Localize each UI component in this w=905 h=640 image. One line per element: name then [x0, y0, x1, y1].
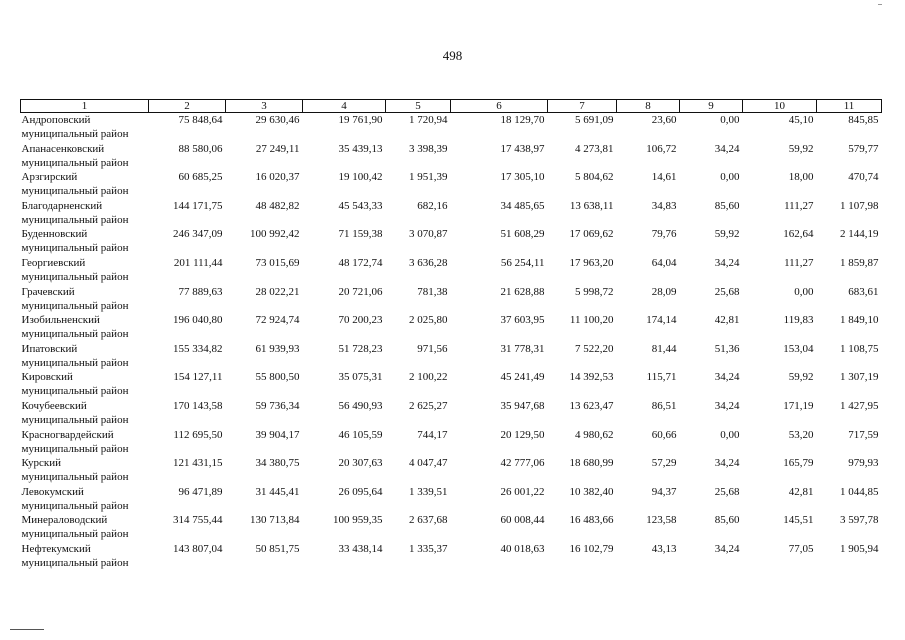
- district-type: муниципальный район: [21, 242, 129, 255]
- district-name-cell: [21, 113, 149, 142]
- value-cell: 1 107,98: [840, 199, 879, 212]
- value-cell: 34,24: [714, 142, 740, 155]
- value-cell: 33 438,14: [338, 542, 383, 555]
- value-cell: 3 070,87: [409, 228, 448, 241]
- value-cell: 34 380,75: [255, 457, 300, 470]
- value-cell: 314 755,44: [173, 514, 223, 527]
- value-cell: 25,68: [714, 485, 740, 498]
- value-cell: 42 777,06: [500, 457, 545, 470]
- value-cell: 143 807,04: [173, 542, 223, 555]
- table-row: [21, 456, 882, 485]
- district-name: Курский: [21, 457, 62, 470]
- value-cell: 2 025,80: [409, 314, 448, 327]
- district-type: муниципальный район: [21, 528, 129, 541]
- scan-mark: [878, 4, 882, 5]
- value-cell: 59,92: [788, 371, 814, 384]
- column-header: 4: [303, 100, 386, 113]
- value-cell: 46 105,59: [338, 428, 383, 441]
- value-cell: 18 129,70: [500, 114, 545, 126]
- value-cell: 18,00: [788, 171, 814, 184]
- value-cell: 162,64: [783, 228, 814, 241]
- value-cell: 16 020,37: [255, 171, 300, 184]
- value-cell: 717,59: [848, 428, 879, 441]
- district-name-cell: [21, 428, 149, 457]
- value-cell: 3 597,78: [840, 514, 879, 527]
- value-cell: 2 144,19: [840, 228, 879, 241]
- table-row: [21, 113, 882, 142]
- column-header: 6: [451, 100, 548, 113]
- value-cell: 35 075,31: [338, 371, 383, 384]
- column-header: 9: [680, 100, 743, 113]
- value-cell: 45 543,33: [338, 199, 383, 212]
- value-cell: 21 628,88: [500, 285, 545, 298]
- column-header: 10: [743, 100, 817, 113]
- value-cell: 55 800,50: [255, 371, 300, 384]
- value-cell: 48 482,82: [255, 199, 300, 212]
- value-cell: 11 100,20: [569, 314, 614, 327]
- value-cell: 171,19: [783, 399, 814, 412]
- value-cell: 123,58: [646, 514, 677, 527]
- value-cell: 14,61: [651, 171, 677, 184]
- value-cell: 2 637,68: [409, 514, 448, 527]
- value-cell: 5 998,72: [575, 285, 614, 298]
- value-cell: 19 761,90: [338, 114, 383, 126]
- district-name-cell: [21, 342, 149, 371]
- value-cell: 35 947,68: [500, 399, 545, 412]
- table-row: [21, 285, 882, 314]
- district-type: муниципальный район: [21, 328, 129, 341]
- district-name-cell: [21, 399, 149, 428]
- value-cell: 5 804,62: [575, 171, 614, 184]
- value-cell: 17 963,20: [569, 256, 614, 269]
- table-row: [21, 313, 882, 342]
- district-name-cell: [21, 370, 149, 399]
- value-cell: 53,20: [788, 428, 814, 441]
- district-name-cell: [21, 456, 149, 485]
- table-row: [21, 542, 882, 571]
- district-name: Кировский: [21, 371, 73, 384]
- value-cell: 1 339,51: [409, 485, 448, 498]
- district-name: Ипатовский: [21, 342, 78, 355]
- value-cell: 579,77: [848, 142, 879, 155]
- district-name-cell: [21, 199, 149, 228]
- column-header: 1: [21, 100, 149, 113]
- district-name: Нефтекумский: [21, 542, 91, 555]
- value-cell: 121 431,15: [173, 457, 223, 470]
- district-name: Изобильненский: [21, 314, 100, 327]
- value-cell: 34,24: [714, 399, 740, 412]
- district-name: Андроповский: [21, 114, 91, 126]
- value-cell: 13 638,11: [569, 199, 614, 212]
- value-cell: 17 069,62: [569, 228, 614, 241]
- district-type: муниципальный район: [21, 128, 129, 140]
- value-cell: 37 603,95: [500, 314, 545, 327]
- value-cell: 196 040,80: [173, 314, 223, 327]
- value-cell: 31 445,41: [255, 485, 300, 498]
- value-cell: 155 334,82: [173, 342, 223, 355]
- value-cell: 0,00: [720, 171, 740, 184]
- district-type: муниципальный район: [21, 213, 129, 226]
- value-cell: 59,92: [714, 228, 740, 241]
- district-type: муниципальный район: [21, 356, 129, 369]
- district-name: Буденновский: [21, 228, 88, 241]
- district-name: Арзгирский: [21, 171, 78, 184]
- district-type: муниципальный район: [21, 413, 129, 426]
- value-cell: 470,74: [848, 171, 879, 184]
- value-cell: 72 924,74: [255, 314, 300, 327]
- district-name-cell: [21, 313, 149, 342]
- value-cell: 0,00: [720, 114, 740, 126]
- value-cell: 1 951,39: [409, 171, 448, 184]
- value-cell: 154 127,11: [173, 371, 223, 384]
- district-name-cell: [21, 227, 149, 256]
- column-header: 8: [617, 100, 680, 113]
- value-cell: 34 485,65: [500, 199, 545, 212]
- value-cell: 2 100,22: [409, 371, 448, 384]
- value-cell: 246 347,09: [173, 228, 223, 241]
- district-type: муниципальный район: [21, 299, 129, 312]
- district-name: Красногвардейский: [21, 428, 114, 441]
- value-cell: 112 695,50: [173, 428, 223, 441]
- table-row: [21, 227, 882, 256]
- district-name: Грачевский: [21, 285, 75, 298]
- value-cell: 4 047,47: [409, 457, 448, 470]
- value-cell: 29 630,46: [255, 114, 300, 126]
- value-cell: 18 680,99: [569, 457, 614, 470]
- column-header: 5: [386, 100, 451, 113]
- value-cell: 201 111,44: [173, 256, 223, 269]
- value-cell: 64,04: [651, 256, 677, 269]
- value-cell: 20 721,06: [338, 285, 383, 298]
- value-cell: 94,37: [651, 485, 677, 498]
- value-cell: 17 438,97: [500, 142, 545, 155]
- value-cell: 85,60: [714, 199, 740, 212]
- value-cell: 979,93: [848, 457, 879, 470]
- table-row: [21, 170, 882, 199]
- district-type: муниципальный район: [21, 471, 129, 484]
- value-cell: 59,92: [788, 142, 814, 155]
- table-row: [21, 256, 882, 285]
- value-cell: 16 483,66: [569, 514, 614, 527]
- value-cell: 40 018,63: [500, 542, 545, 555]
- value-cell: 28 022,21: [255, 285, 300, 298]
- value-cell: 45,10: [788, 114, 814, 126]
- value-cell: 3 636,28: [409, 256, 448, 269]
- value-cell: 25,68: [714, 285, 740, 298]
- value-cell: 23,60: [651, 114, 677, 126]
- value-cell: 0,00: [794, 285, 814, 298]
- district-name: Кочубеевский: [21, 399, 87, 412]
- value-cell: 1 859,87: [840, 256, 879, 269]
- value-cell: 48 172,74: [338, 256, 383, 269]
- value-cell: 27 249,11: [255, 142, 300, 155]
- value-cell: 682,16: [417, 199, 448, 212]
- district-name-cell: [21, 542, 149, 571]
- value-cell: 13 623,47: [569, 399, 614, 412]
- table-row: [21, 370, 882, 399]
- value-cell: 86,51: [651, 399, 677, 412]
- data-table: [20, 99, 882, 571]
- value-cell: 43,13: [651, 542, 677, 555]
- value-cell: 75 848,64: [178, 114, 223, 126]
- value-cell: 70 200,23: [338, 314, 383, 327]
- value-cell: 119,83: [783, 314, 814, 327]
- value-cell: 42,81: [714, 314, 740, 327]
- value-cell: 781,38: [417, 285, 448, 298]
- district-name: Минераловодский: [21, 514, 108, 527]
- value-cell: 26 095,64: [338, 485, 383, 498]
- value-cell: 51 608,29: [500, 228, 545, 241]
- value-cell: 3 398,39: [409, 142, 448, 155]
- district-name-cell: [21, 142, 149, 171]
- value-cell: 56 254,11: [500, 256, 545, 269]
- district-type: муниципальный район: [21, 385, 129, 398]
- value-cell: 100 959,35: [333, 514, 383, 527]
- value-cell: 45 241,49: [500, 371, 545, 384]
- column-header: 3: [226, 100, 303, 113]
- value-cell: 165,79: [783, 457, 814, 470]
- value-cell: 971,56: [417, 342, 448, 355]
- value-cell: 1 108,75: [840, 342, 879, 355]
- value-cell: 39 904,17: [255, 428, 300, 441]
- value-cell: 1 307,19: [840, 371, 879, 384]
- value-cell: 1 849,10: [840, 314, 879, 327]
- header-row: [21, 100, 882, 113]
- value-cell: 174,14: [646, 314, 677, 327]
- value-cell: 20 129,50: [500, 428, 545, 441]
- value-cell: 31 778,31: [500, 342, 545, 355]
- value-cell: 16 102,79: [569, 542, 614, 555]
- value-cell: 111,27: [784, 256, 814, 269]
- district-name: Апанасенковский: [21, 142, 105, 155]
- column-header: 7: [548, 100, 617, 113]
- district-name: Благодарненский: [21, 199, 103, 212]
- value-cell: 7 522,20: [575, 342, 614, 355]
- value-cell: 71 159,38: [338, 228, 383, 241]
- value-cell: 115,71: [646, 371, 677, 384]
- column-header: 2: [149, 100, 226, 113]
- value-cell: 85,60: [714, 514, 740, 527]
- value-cell: 77 889,63: [178, 285, 223, 298]
- value-cell: 1 905,94: [840, 542, 879, 555]
- value-cell: 145,51: [783, 514, 814, 527]
- district-type: муниципальный район: [21, 185, 129, 198]
- value-cell: 1 427,95: [840, 399, 879, 412]
- table-row: [21, 513, 882, 542]
- table-row: [21, 485, 882, 514]
- value-cell: 56 490,93: [338, 399, 383, 412]
- district-name: Левокумский: [21, 485, 84, 498]
- value-cell: 59 736,34: [255, 399, 300, 412]
- table-row: [21, 399, 882, 428]
- value-cell: 111,27: [784, 199, 814, 212]
- district-name-cell: [21, 170, 149, 199]
- district-name-cell: [21, 513, 149, 542]
- value-cell: 73 015,69: [255, 256, 300, 269]
- value-cell: 1 335,37: [409, 542, 448, 555]
- value-cell: 0,00: [720, 428, 740, 441]
- value-cell: 845,85: [848, 114, 879, 126]
- value-cell: 50 851,75: [255, 542, 300, 555]
- value-cell: 20 307,63: [338, 457, 383, 470]
- value-cell: 153,04: [783, 342, 814, 355]
- value-cell: 42,81: [788, 485, 814, 498]
- value-cell: 34,24: [714, 542, 740, 555]
- table-row: [21, 428, 882, 457]
- value-cell: 17 305,10: [500, 171, 545, 184]
- value-cell: 1 044,85: [840, 485, 879, 498]
- value-cell: 100 992,42: [250, 228, 300, 241]
- value-cell: 34,24: [714, 457, 740, 470]
- value-cell: 144 171,75: [173, 199, 223, 212]
- value-cell: 2 625,27: [409, 399, 448, 412]
- value-cell: 96 471,89: [178, 485, 223, 498]
- value-cell: 19 100,42: [338, 171, 383, 184]
- district-type: муниципальный район: [21, 499, 129, 512]
- table-body: [21, 113, 882, 571]
- value-cell: 77,05: [788, 542, 814, 555]
- value-cell: 130 713,84: [250, 514, 300, 527]
- column-header: 11: [817, 100, 882, 113]
- value-cell: 744,17: [417, 428, 448, 441]
- value-cell: 4 980,62: [575, 428, 614, 441]
- district-type: муниципальный район: [21, 442, 129, 455]
- value-cell: 10 382,40: [569, 485, 614, 498]
- district-type: муниципальный район: [21, 556, 129, 569]
- value-cell: 170 143,58: [173, 399, 223, 412]
- value-cell: 683,61: [848, 285, 879, 298]
- value-cell: 34,83: [651, 199, 677, 212]
- district-type: муниципальный район: [21, 270, 129, 283]
- value-cell: 60,66: [651, 428, 677, 441]
- district-name-cell: [21, 285, 149, 314]
- value-cell: 51 728,23: [338, 342, 383, 355]
- value-cell: 1 720,94: [409, 114, 448, 126]
- scan-mark: [10, 629, 44, 630]
- value-cell: 88 580,06: [178, 142, 223, 155]
- page-number: 498: [442, 48, 463, 63]
- value-cell: 60 008,44: [500, 514, 545, 527]
- district-type: муниципальный район: [21, 156, 129, 169]
- district-name: Георгиевский: [21, 256, 86, 269]
- value-cell: 26 001,22: [500, 485, 545, 498]
- value-cell: 106,72: [646, 142, 677, 155]
- value-cell: 57,29: [651, 457, 677, 470]
- value-cell: 4 273,81: [575, 142, 614, 155]
- value-cell: 5 691,09: [575, 114, 614, 126]
- value-cell: 34,24: [714, 371, 740, 384]
- value-cell: 60 685,25: [178, 171, 223, 184]
- value-cell: 51,36: [714, 342, 740, 355]
- value-cell: 34,24: [714, 256, 740, 269]
- district-name-cell: [21, 256, 149, 285]
- value-cell: 81,44: [651, 342, 677, 355]
- value-cell: 14 392,53: [569, 371, 614, 384]
- district-name-cell: [21, 485, 149, 514]
- value-cell: 28,09: [651, 285, 677, 298]
- table-row: [21, 199, 882, 228]
- value-cell: 79,76: [651, 228, 677, 241]
- value-cell: 61 939,93: [255, 342, 300, 355]
- value-cell: 35 439,13: [338, 142, 383, 155]
- table-row: [21, 142, 882, 171]
- table-row: [21, 342, 882, 371]
